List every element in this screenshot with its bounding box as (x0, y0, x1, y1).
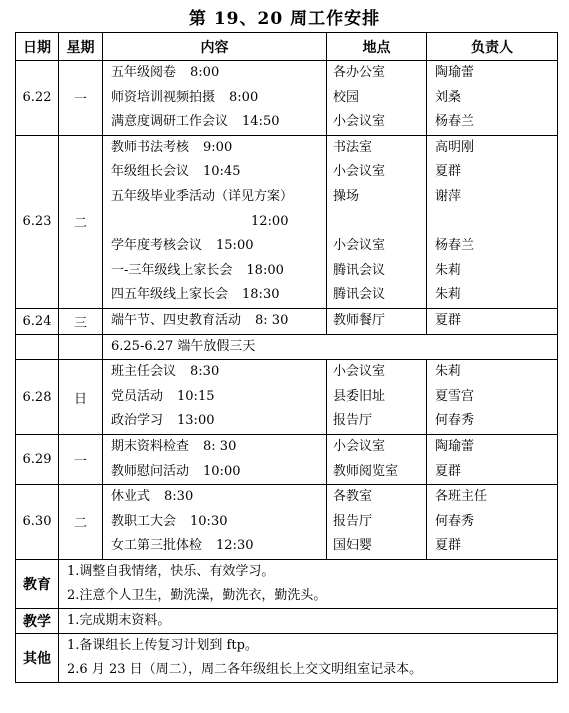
schedule-item (111, 435, 326, 460)
section-row (16, 633, 558, 682)
schedule-item (111, 160, 326, 185)
schedule-item (111, 385, 326, 410)
weekday-cell: 三 (59, 308, 103, 334)
item-time: 12:30 (216, 538, 254, 554)
date-cell: 6.24 (16, 308, 59, 334)
item-person: 陶瑜蕾 (435, 65, 475, 80)
schedule-item (111, 360, 326, 385)
weekday-cell: 一 (59, 434, 103, 484)
weekday-cell: 二 (59, 135, 103, 308)
weekday-cell: 一 (59, 61, 103, 136)
item-content: 年级组长会议 (111, 164, 190, 180)
content-cell (103, 360, 327, 435)
schedule-item (111, 283, 326, 308)
item-time: 12:00 (251, 213, 289, 229)
schedule-item (111, 510, 326, 535)
item-place: 报告厅 (333, 413, 373, 429)
item-person: 各班主任 (435, 489, 488, 505)
place-cell (327, 308, 427, 334)
place-cell (327, 434, 427, 484)
item-time: 10:00 (203, 463, 241, 479)
content-cell (103, 308, 327, 334)
item-content: 教师慰问活动 (111, 463, 190, 479)
item-content: 政治学习 (111, 413, 164, 429)
item-time: 15:00 (216, 238, 254, 254)
weekday-cell: 日 (59, 360, 103, 435)
holiday-notice (103, 334, 558, 360)
section-notes (59, 608, 558, 633)
day-row (16, 434, 558, 484)
item-content: 满意度调研工作会议 (111, 114, 229, 130)
item-time: 8:00 (190, 65, 220, 80)
person-cell (427, 434, 558, 484)
item-content: 休业式 (111, 489, 151, 505)
item-place: 各办公室 (333, 65, 386, 80)
person-cell (427, 61, 558, 136)
item-person: 夏群 (435, 463, 462, 479)
date-cell: 6.22 (16, 61, 59, 136)
item-content: 女工第三批体检 (111, 538, 203, 554)
item-content: 期末资料检查 (111, 438, 190, 454)
day-row (16, 334, 558, 360)
section-label: 其他 (16, 633, 59, 682)
item-time: 8:00 (229, 89, 259, 105)
note-line: 1.完成期末资料。 (67, 612, 171, 628)
item-person: 陶瑜蕾 (435, 438, 475, 454)
item-person: 夏雪宫 (435, 388, 475, 404)
item-place (333, 210, 426, 235)
item-time: 10:30 (190, 513, 228, 529)
item-content: 党员活动 (111, 388, 164, 404)
item-time: 10:15 (177, 388, 215, 404)
item-person: 谢萍 (435, 188, 462, 204)
holiday-text: 6.25-6.27 端午放假三天 (111, 338, 256, 354)
item-person: 高明刚 (435, 139, 475, 155)
item-time: 18:30 (242, 287, 280, 303)
place-cell (327, 485, 427, 560)
item-place: 小会议室 (333, 364, 386, 380)
item-place: 国妇婴 (333, 538, 373, 554)
person-cell (427, 308, 558, 334)
item-place: 腾讯会议 (333, 287, 386, 303)
item-place: 小会议室 (333, 114, 386, 130)
schedule-item (111, 534, 326, 559)
day-row (16, 485, 558, 560)
section-label: 教学 (16, 608, 59, 633)
day-row (16, 61, 558, 136)
content-cell (103, 434, 327, 484)
section-row (16, 559, 558, 608)
item-time: 8:30 (190, 364, 220, 380)
place-cell (327, 61, 427, 136)
date-cell: 6.28 (16, 360, 59, 435)
item-time: 18:00 (246, 262, 284, 278)
item-place: 教师餐厅 (333, 312, 386, 328)
item-place: 书法室 (333, 139, 373, 155)
section-notes (59, 559, 558, 608)
item-content: 学年度考核会议 (111, 238, 203, 254)
place-cell (327, 135, 427, 308)
item-person: 朱莉 (435, 364, 462, 380)
item-time: 8:30 (164, 489, 194, 505)
item-time: 14:50 (242, 114, 280, 130)
day-row (16, 135, 558, 308)
item-time: 8: 30 (203, 438, 237, 454)
date-cell: 6.23 (16, 135, 59, 308)
header-content: 内容 (103, 33, 327, 61)
item-content: 班主任会议 (111, 364, 177, 380)
content-cell (103, 61, 327, 136)
item-place: 操场 (333, 188, 360, 204)
item-person: 夏群 (435, 164, 462, 180)
date-cell (16, 334, 59, 360)
page-title: 第 19、20 周工作安排 (188, 9, 381, 29)
schedule-item (111, 110, 326, 135)
schedule-item (111, 485, 326, 510)
header-place: 地点 (327, 33, 427, 61)
content-cell (103, 135, 327, 308)
item-person: 夏群 (435, 312, 462, 328)
schedule-table (15, 32, 558, 683)
item-place: 腾讯会议 (333, 262, 386, 278)
item-content: 五年级毕业季活动（详见方案） (111, 188, 294, 204)
header-person: 负责人 (427, 33, 558, 61)
note-line: 1.调整自我情绪，快乐、有效学习。 (67, 563, 275, 579)
item-content: 五年级阅卷 (111, 65, 177, 80)
item-time: 13:00 (177, 413, 215, 429)
date-cell: 6.30 (16, 485, 59, 560)
item-content: 师资培训视频拍摄 (111, 89, 216, 105)
item-place: 小会议室 (333, 438, 386, 454)
item-time: 10:45 (203, 164, 241, 180)
person-cell (427, 135, 558, 308)
date-cell: 6.29 (16, 434, 59, 484)
item-person: 刘桑 (435, 89, 462, 105)
note-line: 2.6 月 23 日（周二），周二各年级组长上交文明组室记录本。 (67, 661, 423, 677)
schedule-item (111, 61, 326, 86)
item-person: 夏群 (435, 538, 462, 554)
item-place: 报告厅 (333, 513, 373, 529)
section-notes (59, 633, 558, 682)
item-person: 杨春兰 (435, 238, 475, 254)
person-cell (427, 360, 558, 435)
item-person: 杨春兰 (435, 114, 475, 130)
item-content: 教职工大会 (111, 513, 177, 529)
schedule-item (111, 86, 326, 111)
item-content: 四五年级线上家长会 (111, 287, 229, 303)
note-line: 1.备课组长上传复习计划到 ftp。 (67, 637, 258, 653)
item-person: 何春秀 (435, 513, 475, 529)
weekday-cell: 二 (59, 485, 103, 560)
item-place: 校园 (333, 89, 360, 105)
item-time: 9:00 (203, 139, 233, 155)
schedule-item (111, 234, 326, 259)
item-person (435, 210, 557, 235)
schedule-item (111, 460, 326, 485)
schedule-item (111, 185, 326, 210)
item-content: 一-三年级线上家长会 (111, 262, 233, 278)
section-label: 教育 (16, 559, 59, 608)
schedule-item (111, 136, 326, 161)
item-person: 何春秀 (435, 413, 475, 429)
item-place: 教师阅览室 (333, 463, 399, 479)
person-cell (427, 485, 558, 560)
schedule-item (111, 259, 326, 284)
schedule-item (111, 210, 326, 235)
content-cell (103, 485, 327, 560)
weekday-cell (59, 334, 103, 360)
section-row (16, 608, 558, 633)
day-row (16, 308, 558, 334)
item-person: 朱莉 (435, 287, 462, 303)
place-cell (327, 360, 427, 435)
item-place: 县委旧址 (333, 388, 386, 404)
item-time: 8: 30 (255, 312, 289, 328)
item-place: 小会议室 (333, 238, 386, 254)
header-weekday: 星期 (59, 33, 103, 61)
item-place: 各教室 (333, 489, 373, 505)
schedule-item (111, 309, 326, 334)
day-row (16, 360, 558, 435)
note-line: 2.注意个人卫生，勤洗澡，勤洗衣，勤洗头。 (67, 587, 327, 603)
item-place: 小会议室 (333, 164, 386, 180)
item-content: 教师书法考核 (111, 139, 190, 155)
header-row (16, 33, 558, 61)
header-date: 日期 (16, 33, 59, 61)
item-person: 朱莉 (435, 262, 462, 278)
schedule-item (111, 409, 326, 434)
item-content: 端午节、四史教育活动 (111, 312, 242, 328)
